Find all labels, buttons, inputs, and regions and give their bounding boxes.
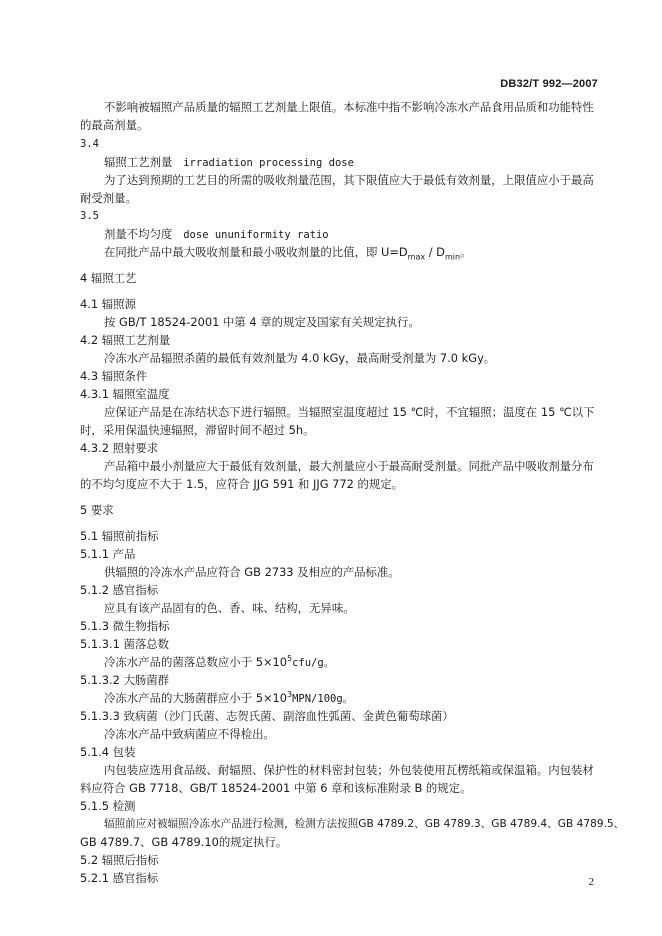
formula-subscript: max — [407, 252, 426, 262]
text-line: 内包装应选用食品级、耐辐照、保护性的材料密封包装；外包装使用瓦楞纸箱或保温箱。内包装材 — [104, 763, 594, 777]
formula-text: / D — [425, 245, 445, 259]
text-line: 按 GB/T 18524-2001 中第 4 章的规定及国家有关规定执行。 — [104, 315, 420, 329]
section-heading: 5.1.3.3 致病菌（沙门氏菌、志贺氏菌、副溶血性弧菌、金黄色葡萄球菌） — [80, 709, 454, 723]
text-line: 冷冻水产品辐照杀菌的最低有效剂量为 4.0 kGy，最高耐受剂量为 7.0 kGy。 — [104, 351, 496, 365]
text-line: 供辐照的冷冻水产品应符合 GB 2733 及相应的产品标准。 — [104, 565, 400, 579]
text-line: 产品箱中最小剂量应大于最低有效剂量，最大剂量应小于最高耐受剂量。同批产品中吸收剂量分布 — [104, 459, 594, 473]
text-line — [104, 690, 353, 707]
unit-text: MPN/100g。 — [292, 693, 354, 705]
text-line: 应具有该产品固有的色、香、味、结构，无异味。 — [104, 601, 355, 615]
text-line: GB 4789.7、GB 4789.10的规定执行。 — [80, 835, 288, 849]
section-heading: 5.1.3.2 大肠菌群 — [80, 673, 170, 687]
text-line: 的最高剂量。 — [80, 118, 149, 132]
section-heading: 5.1.1 产品 — [80, 547, 136, 561]
section-heading: 5.1.3 微生物指标 — [80, 619, 170, 633]
section-heading: 4.3 辐照条件 — [80, 369, 148, 383]
text-line — [104, 654, 334, 671]
term-english: irradiation processing dose — [183, 157, 354, 169]
term-english: dose ununiformity ratio — [183, 229, 329, 241]
term-heading — [104, 154, 354, 171]
formula-line — [104, 244, 471, 260]
chapter-heading: 4 辐照工艺 — [80, 271, 137, 285]
text-line: 应保证产品是在冻结状态下进行辐照。当辐照室温度超过 15 ℃时，不宜辐照；温度在 15 ℃以下 — [104, 405, 595, 419]
section-heading: 5.1 辐照前指标 — [80, 529, 159, 543]
term-chinese: 剂量不均匀度 — [104, 227, 173, 241]
formula-text: 。 — [460, 245, 472, 259]
text-line: 不影响被辐照产品质量的辐照工艺剂量上限值。本标准中指不影响冷冻水产品食用品质和功能特性 — [104, 100, 594, 114]
text-line: 辐照前应对被辐照冷冻水产品进行检测，检测方法按照GB 4789.2、GB 4789.3、GB 4789.4、GB 4789.5、 — [104, 818, 625, 830]
section-heading: 4.3.1 辐照室温度 — [80, 387, 170, 401]
standard-code: DB32/T 992—2007 — [500, 78, 598, 90]
exponent: 5 — [287, 654, 293, 664]
section-heading: 5.2 辐照后指标 — [80, 853, 159, 867]
formula-text: 在同批产品中最大吸收剂量和最小吸收剂量的比值，即 U=D — [104, 245, 408, 259]
section-number: 3.5 — [80, 210, 99, 222]
section-heading: 5.1.2 感官指标 — [80, 583, 159, 597]
exponent: 3 — [287, 690, 293, 700]
formula-subscript: min — [444, 252, 461, 262]
section-heading: 5.1.4 包装 — [80, 745, 136, 759]
page-number: 2 — [588, 876, 594, 888]
text-part: 冷冻水产品的大肠菌群应小于 5×10 — [104, 691, 287, 705]
term-heading — [104, 226, 329, 243]
section-heading: 5.2.1 感官指标 — [80, 871, 159, 885]
section-heading: 4.2 辐照工艺剂量 — [80, 333, 171, 347]
section-number: 3.4 — [80, 138, 99, 150]
term-chinese: 辐照工艺剂量 — [104, 155, 173, 169]
text-line: 冷冻水产品中致病菌应不得检出。 — [104, 727, 275, 741]
unit-text: cfu/g。 — [292, 657, 335, 669]
text-line: 料应符合 GB 7718、GB/T 18524-2001 中第 6 章和该标准附录 B 的规定。 — [80, 781, 472, 795]
text-part: 冷冻水产品的菌落总数应小于 5×10 — [104, 655, 287, 669]
section-heading: 5.1.5 检测 — [80, 799, 136, 813]
text-line: 耐受剂量。 — [80, 191, 137, 205]
section-heading: 4.1 辐照源 — [80, 297, 136, 311]
section-heading: 5.1.3.1 菌落总数 — [80, 637, 170, 651]
text-line: 的不均匀度应不大于 1.5，应符合 JJG 591 和 JJG 772 的规定。 — [80, 477, 404, 491]
section-heading: 4.3.2 照射要求 — [80, 441, 159, 455]
text-line: 时，采用保温快速辐照，滞留时间不超过 5h。 — [80, 423, 315, 437]
chapter-heading: 5 要求 — [80, 503, 114, 517]
text-line: 为了达到预期的工艺目的所需的吸收剂量范围，其下限值应大于最低有效剂量，上限值应小于最高 — [104, 173, 594, 187]
